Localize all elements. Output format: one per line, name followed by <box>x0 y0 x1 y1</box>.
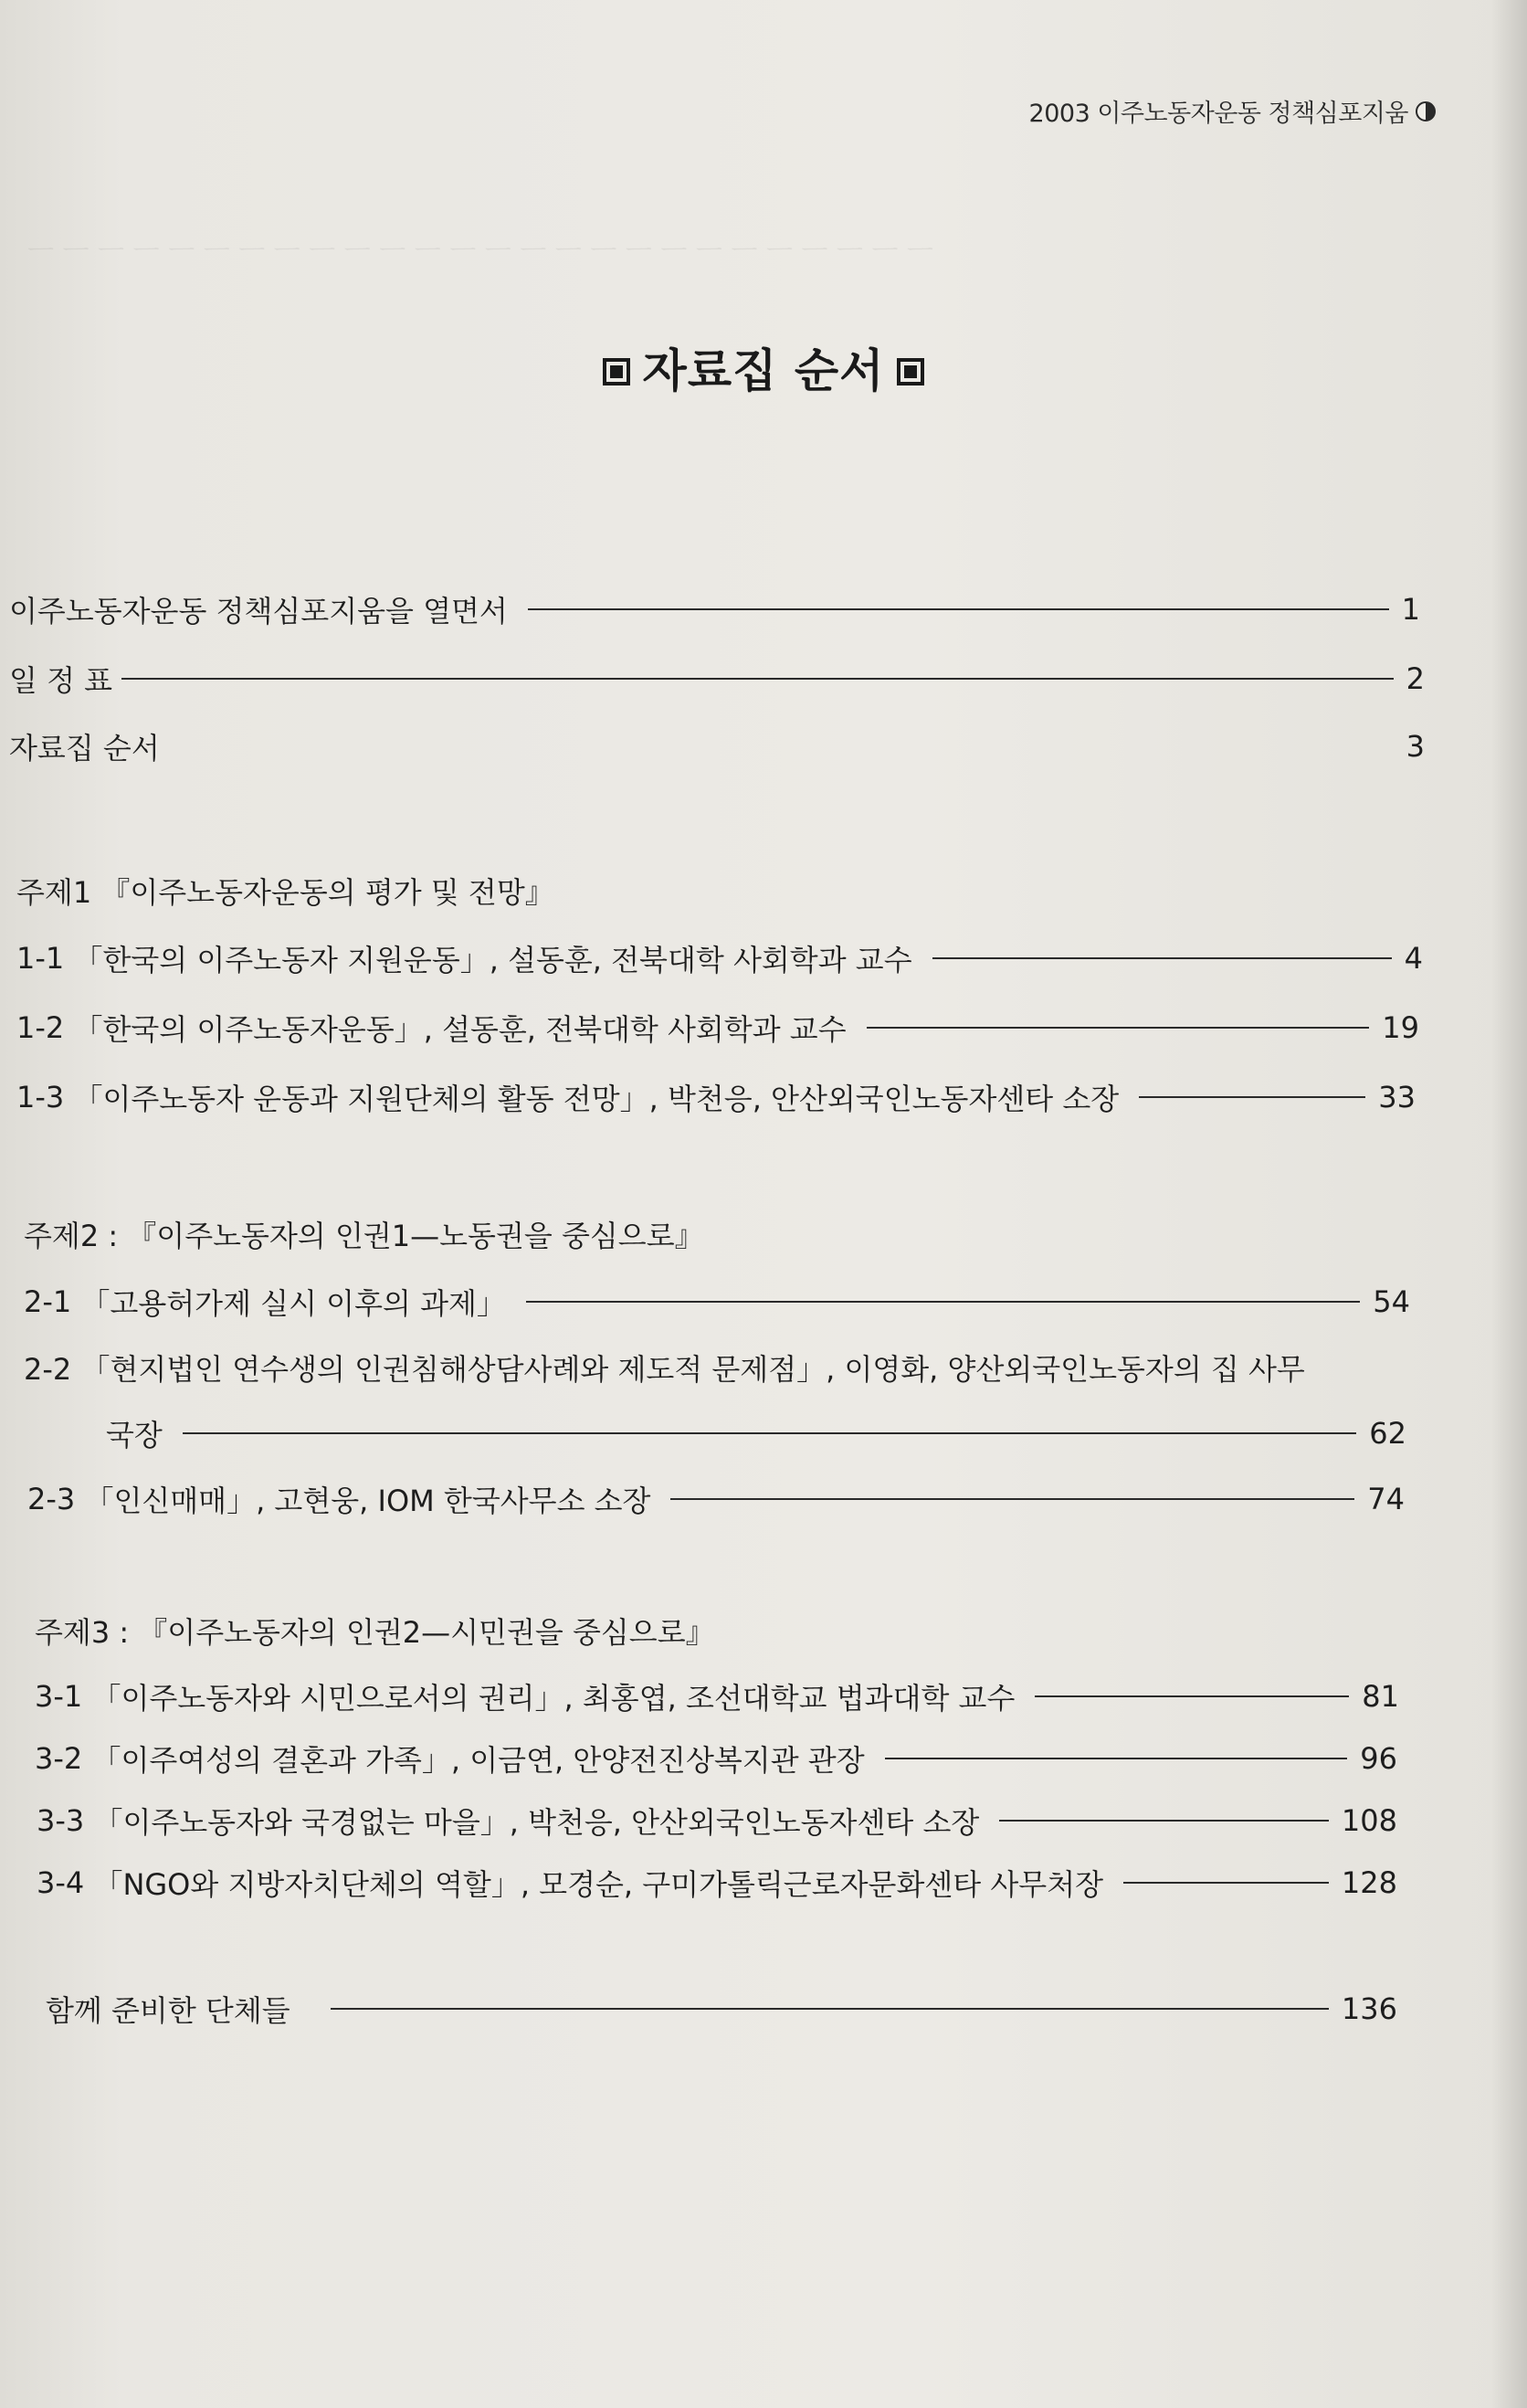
section-heading: 주제2 : 『이주노동자의 인권1—노동권을 중심으로』 <box>24 1219 704 1253</box>
toc-entry-page: 74 <box>1367 1482 1405 1516</box>
section-heading: 주제3 : 『이주노동자의 인권2—시민권을 중심으로』 <box>35 1615 715 1650</box>
toc-entry <box>9 658 1425 700</box>
toc-entry-label: 이주노동자운동 정책심포지움을 열면서 <box>9 594 508 628</box>
square-bullet-icon <box>897 358 924 385</box>
leader-line <box>885 1758 1348 1759</box>
toc-entry-page: 81 <box>1362 1679 1399 1714</box>
toc-entry-page: 19 <box>1382 1010 1419 1045</box>
toc-entry-page: 136 <box>1341 1991 1397 2026</box>
toc-entry-continuation <box>106 1412 1406 1454</box>
toc-entry-text: 국장 <box>106 1418 163 1452</box>
toc-entry <box>9 588 1420 630</box>
toc-entry-page: 128 <box>1341 1865 1397 1900</box>
toc-entry-label: 함께 준비한 단체들 <box>46 1993 290 2028</box>
toc-entry-text: 「이주노동자 운동과 지원단체의 활동 전망」, 박천응, 안산외국인노동자센타 소장 <box>73 1082 1120 1116</box>
leader-line <box>526 1301 1360 1303</box>
leader-line <box>183 1432 1356 1434</box>
leader-line <box>331 2008 1329 2010</box>
toc-entry <box>35 1737 1397 1780</box>
leader-line <box>121 678 1394 680</box>
toc-entry <box>16 1076 1416 1118</box>
toc-entry-text: 「NGO와 지방자치단체의 역할」, 모경순, 구미가톨릭근로자문화센타 사무처장 <box>93 1867 1104 1902</box>
leader-line <box>999 1820 1329 1822</box>
toc-entry-text: 「이주여성의 결혼과 가족」, 이금연, 안양전진상복지관 관장 <box>91 1743 865 1778</box>
toc-entry-number: 1-3 <box>16 1080 65 1114</box>
toc-entry-text: 「이주노동자와 시민으로서의 권리」, 최홍엽, 조선대학교 법과대학 교수 <box>91 1681 1016 1716</box>
toc-entry <box>9 725 1425 767</box>
toc-entry <box>35 1675 1399 1717</box>
toc-entry-page: 108 <box>1341 1803 1397 1838</box>
leader-line <box>1139 1096 1365 1098</box>
toc-entry-number: 3-4 <box>37 1865 85 1900</box>
running-header <box>1029 93 1436 129</box>
toc-entry <box>16 937 1423 979</box>
leader-line <box>932 957 1392 959</box>
toc-entry <box>24 1347 1305 1389</box>
toc-entry-page: 4 <box>1404 941 1423 976</box>
toc-entry <box>27 1478 1405 1520</box>
toc-entry-page: 33 <box>1378 1080 1416 1114</box>
bleed-through-text: ㅡ ㅡ ㅡ ㅡ ㅡ ㅡ ㅡ ㅡ ㅡ ㅡ ㅡ ㅡ ㅡ ㅡ ㅡ ㅡ ㅡ ㅡ ㅡ ㅡ ㅡ ㅡ ㅡ ㅡ ㅡ ㅡ <box>27 236 933 268</box>
toc-entry-number: 2-3 <box>27 1482 76 1516</box>
toc-entry-text: 「한국의 이주노동자 지원운동」, 설동훈, 전북대학 사회학과 교수 <box>73 943 912 977</box>
running-header-text: 2003 이주노동자운동 정책심포지움 <box>1028 100 1408 128</box>
leader-line <box>867 1027 1370 1029</box>
toc-entry-text: 「현지법인 연수생의 인권침해상담사례와 제도적 문제점」, 이영화, 양산외국인노동자의 집 사무 <box>80 1352 1305 1387</box>
square-bullet-icon <box>603 358 630 385</box>
leader-line <box>1123 1882 1329 1884</box>
toc-entry-text: 「고용허가제 실시 이후의 과제」 <box>80 1286 506 1321</box>
leader-line <box>1035 1695 1349 1697</box>
toc-entry <box>24 1281 1410 1323</box>
toc-entry-number: 1-2 <box>16 1010 65 1045</box>
toc-entry-label: 자료집 순서 <box>9 731 160 766</box>
toc-entry-page: 96 <box>1360 1741 1397 1776</box>
toc-entry-text: 「인신매매」, 고현웅, IOM 한국사무소 소장 <box>84 1484 651 1518</box>
leader-line <box>670 1498 1354 1500</box>
toc-entry-number: 3-1 <box>35 1679 83 1714</box>
toc-entry-number: 2-2 <box>24 1352 72 1387</box>
toc-entry-text: 「한국의 이주노동자운동」, 설동훈, 전북대학 사회학과 교수 <box>73 1012 847 1047</box>
toc-entry-label: 일 정 표 <box>9 663 113 698</box>
toc-entry-page: 3 <box>1406 729 1425 764</box>
toc-entry-number: 3-3 <box>37 1803 85 1838</box>
toc-entry <box>37 1800 1397 1842</box>
toc-entry-page: 1 <box>1401 592 1420 627</box>
toc-entry-page: 2 <box>1406 661 1425 696</box>
page-title-text: 자료집 순서 <box>642 344 885 397</box>
leader-line <box>528 608 1389 610</box>
page-title <box>0 334 1527 400</box>
toc-entry-page: 54 <box>1373 1284 1410 1319</box>
toc-entry <box>37 1862 1397 1904</box>
toc-entry-page: 62 <box>1369 1416 1406 1451</box>
toc-entry-number: 3-2 <box>35 1741 83 1776</box>
toc-entry <box>16 1007 1419 1049</box>
toc-entry-number: 2-1 <box>24 1284 72 1319</box>
section-heading: 주제1 『이주노동자운동의 평가 및 전망』 <box>16 875 554 910</box>
toc-entry-number: 1-1 <box>16 941 65 976</box>
half-circle-icon <box>1416 101 1436 121</box>
toc-entry-text: 「이주노동자와 국경없는 마을」, 박천응, 안산외국인노동자센타 소장 <box>93 1805 980 1840</box>
toc-entry <box>46 1988 1397 2030</box>
